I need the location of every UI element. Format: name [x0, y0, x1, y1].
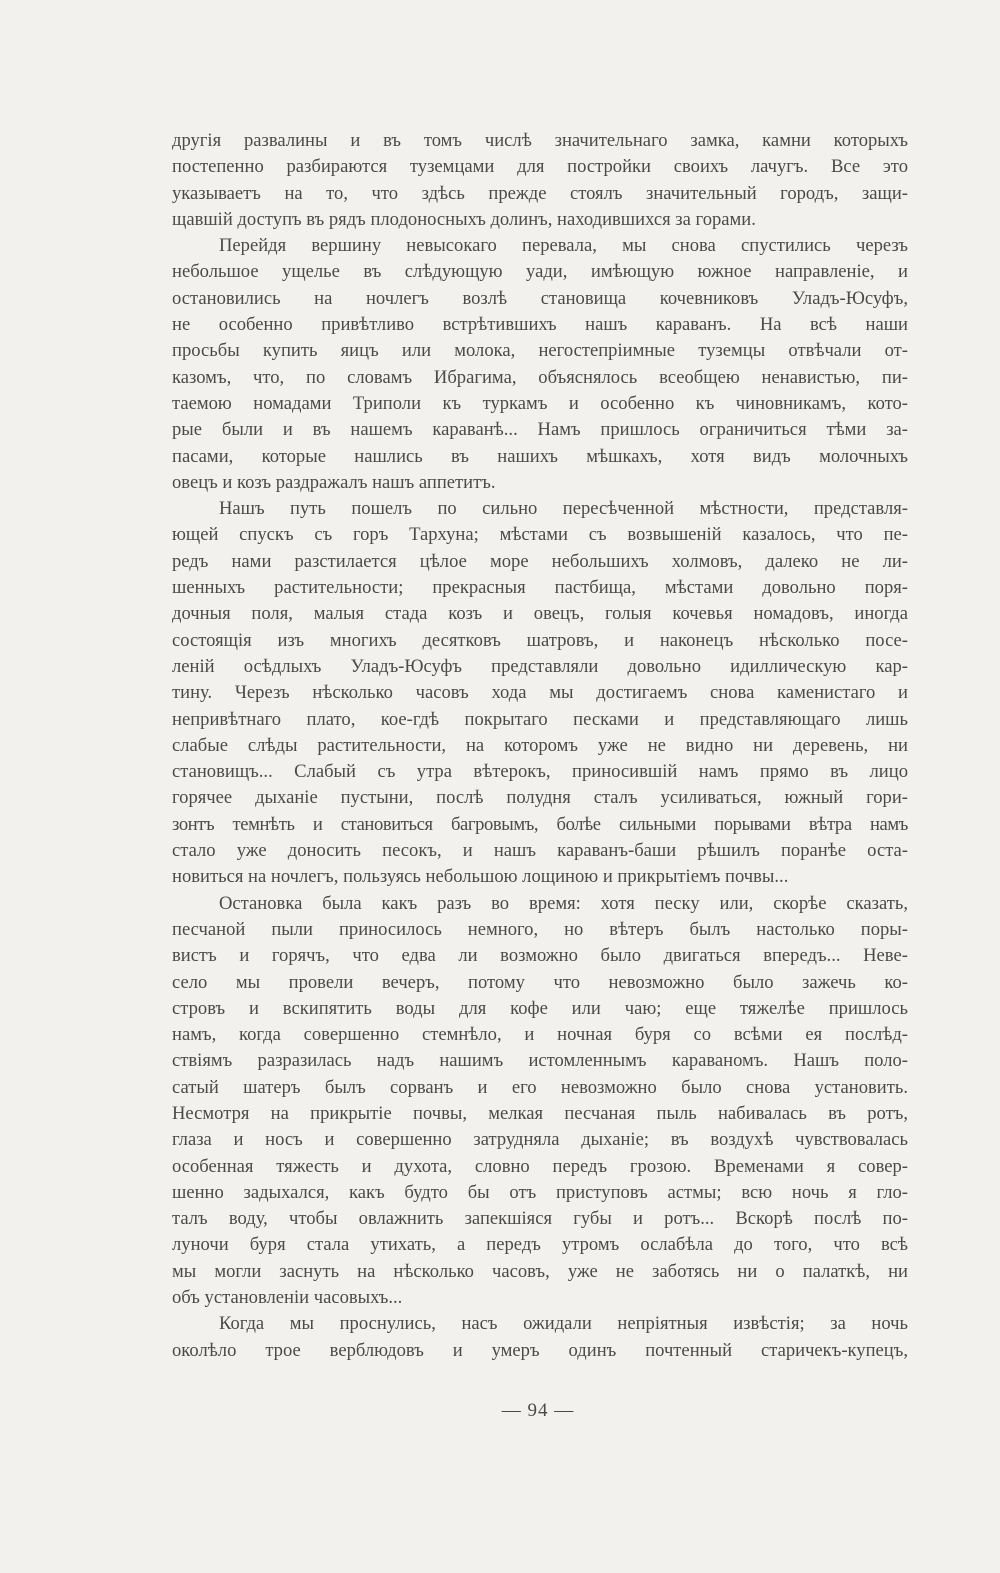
- text-line: особенная тяжесть и духота, словно передъ грозою. Временами я совер-: [172, 1155, 908, 1177]
- text-line: горячее дыханіе пустыни, послѣ полудня сталъ усиливаться, южный гори-: [172, 787, 908, 809]
- paragraph-1: [172, 128, 908, 233]
- text-line: леній осѣдлыхъ Уладъ-Юсуфъ представляли довольно идиллическую кар-: [172, 655, 908, 677]
- page-number: — 94 —: [501, 1400, 575, 1421]
- text-line: казомъ, что, по словамъ Ибрагима, объяснялось всеобщею ненавистью, пи-: [172, 366, 908, 388]
- text-line: становищъ... Слабый съ утра вѣтерокъ, приносившій намъ прямо въ лицо: [172, 761, 908, 783]
- text-line: зонтъ темнѣть и становиться багровымъ, болѣе сильными порывами вѣтра намъ: [172, 813, 908, 835]
- paragraph-5: [172, 1311, 908, 1364]
- text-line: Несмотря на прикрытіе почвы, мелкая песчаная пыль набивалась въ ротъ,: [172, 1102, 908, 1124]
- text-line: ствіямъ разразилась надъ нашимъ истомленнымъ караваномъ. Нашъ поло-: [172, 1050, 908, 1072]
- text-line: овецъ и козъ раздражалъ нашъ аппетитъ.: [172, 471, 496, 493]
- text-line: стало уже доносить песокъ, и нашъ караванъ-баши рѣшилъ поранѣе оста-: [172, 840, 908, 862]
- text-line: рые были и въ нашемъ караванѣ... Намъ пришлось ограничиться тѣми за-: [172, 419, 908, 441]
- text-line: намъ, когда совершенно стемнѣло, и ночная буря со всѣми ея послѣд-: [172, 1024, 908, 1046]
- paragraph-4: [172, 891, 908, 1312]
- text-line: таемою номадами Триполи къ туркамъ и особенно къ чиновникамъ, кото-: [172, 392, 908, 414]
- text-line: небольшое ущелье въ слѣдующую уади, имѣющую южное направленіе, и: [172, 261, 908, 283]
- text-line: шенныхъ растительности; прекрасныя пастбища, мѣстами довольно поря-: [172, 577, 908, 599]
- text-line: редъ нами разстилается цѣлое море небольшихъ холмовъ, далеко не ли-: [172, 550, 908, 572]
- text-line: другія развалины и въ томъ числѣ значительнаго замка, камни которыхъ: [172, 130, 908, 151]
- text-line: остановились на ночлегъ возлѣ становища кочевниковъ Уладъ-Юсуфъ,: [172, 287, 908, 309]
- text-line: новиться на ночлегъ, пользуясь небольшою лощиною и прикрытіемъ почвы...: [172, 866, 789, 888]
- text-line: песчаной пыли приносилось немного, но вѣтеръ былъ настолько поры-: [172, 918, 908, 940]
- body-text: [172, 128, 908, 1364]
- text-line: тину. Черезъ нѣсколько часовъ хода мы достигаемъ снова каменистаго и: [172, 682, 908, 704]
- text-line: пасами, которые нашлись въ нашихъ мѣшкахъ, хотя видъ молочныхъ: [172, 445, 908, 467]
- paragraph-3: [172, 496, 908, 890]
- text-line: Перейдя вершину невысокаго перевала, мы снова спустились черезъ: [219, 235, 908, 257]
- text-line: Остановка была какъ разъ во время: хотя песку или, скорѣе сказать,: [219, 892, 908, 914]
- text-line: слабые слѣды растительности, на которомъ уже не видно ни деревень, ни: [172, 734, 908, 756]
- text-line: Нашъ путь пошелъ по сильно пересѣченной мѣстности, представля-: [219, 498, 908, 520]
- text-line: талъ воду, чтобы овлажнить запекшіяся губы и ротъ... Вскорѣ послѣ по-: [172, 1208, 908, 1230]
- text-line: шенно задыхался, какъ будто бы отъ приступовъ астмы; всю ночь я гло-: [172, 1181, 908, 1203]
- text-line: глаза и носъ и совершенно затрудняла дыханіе; въ воздухѣ чувствовалась: [172, 1129, 908, 1151]
- text-line: постепенно разбираются туземцами для постройки своихъ лачугъ. Все это: [172, 156, 908, 178]
- text-line: мы могли заснуть на нѣсколько часовъ, уже не заботясь ни о палаткѣ, ни: [172, 1260, 908, 1282]
- text-line: сатый шатеръ былъ сорванъ и его невозможно было снова установить.: [172, 1076, 908, 1098]
- text-line: дочныя поля, малыя стада козъ и овецъ, голыя кочевья номадовъ, иногда: [172, 603, 908, 625]
- text-line: околѣло трое верблюдовъ и умеръ одинъ почтенный старичекъ-купецъ,: [172, 1339, 908, 1361]
- text-line: луночи буря стала утихать, а передъ утромъ ослабѣла до того, что всѣ: [172, 1234, 908, 1256]
- text-line: село мы провели вечеръ, потому что невозможно было зажечь ко-: [172, 971, 908, 993]
- paragraph-2: [172, 233, 908, 496]
- text-line: просьбы купить яицъ или молока, негостепріимные туземцы отвѣчали от-: [172, 340, 908, 362]
- text-line: указываетъ на то, что здѣсь прежде стоялъ значительный городъ, защи-: [172, 182, 908, 204]
- text-line: вистъ и горячъ, что едва ли возможно было двигаться впередъ... Невe-: [172, 945, 908, 967]
- text-line: щавшій доступъ въ рядъ плодоносныхъ долинъ, находившихся за горами.: [172, 208, 756, 230]
- text-line: стровъ и вскипятить воды для кофе или чаю; еще тяжелѣе пришлось: [172, 997, 908, 1019]
- text-line: не особенно привѣтливо встрѣтившихъ нашъ караванъ. На всѣ наши: [172, 314, 908, 336]
- text-line: ющей спускъ съ горъ Тархуна; мѣстами съ возвышеній казалось, что пе-: [172, 524, 908, 546]
- text-line: объ установленіи часовыхъ...: [172, 1287, 403, 1309]
- text-line: непривѣтнаго плато, кое-гдѣ покрытаго песками и представляющаго лишь: [172, 708, 908, 730]
- text-line: состоящія изъ многихъ десятковъ шатровъ, и наконецъ нѣсколько посе-: [172, 629, 908, 651]
- text-line: Когда мы проснулись, насъ ожидали непріятныя извѣстія; за ночь: [219, 1313, 908, 1335]
